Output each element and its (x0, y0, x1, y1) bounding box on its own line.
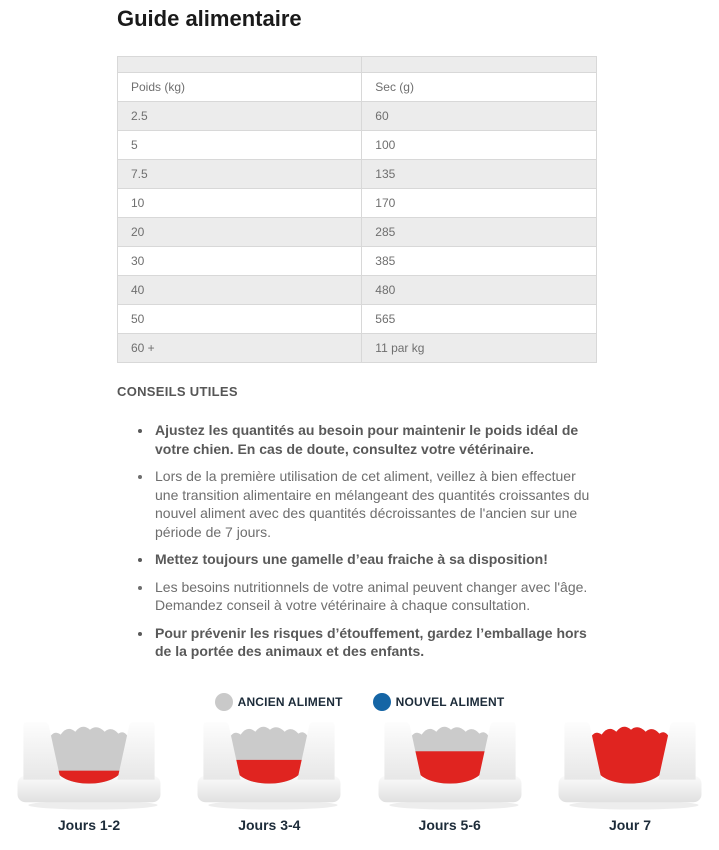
table-cell: 40 (118, 276, 362, 305)
transition-bowl (188, 717, 350, 833)
page-root (0, 6, 719, 850)
tip-item: • Lors de la première utilisation de cet aliment, veillez à bien effectuer une transition alimentaire en mélangeant des quantités croissantes du nouvel aliment avec des quantités décroissantes de l'ancien sur une période de 7 jours. (153, 467, 597, 541)
table-cell: 50 (118, 305, 362, 334)
table-top-band-cell (362, 57, 597, 73)
table-cell: 5 (118, 131, 362, 160)
tip-item: • Mettez toujours une gamelle d’eau fraiche à sa disposition! (153, 550, 597, 568)
tips-list (117, 421, 597, 660)
bowl-label: Jours 5-6 (418, 816, 481, 833)
table-row (118, 131, 597, 160)
table-row (118, 160, 597, 189)
table-cell: 135 (362, 160, 597, 189)
page-title: Guide alimentaire (117, 6, 302, 31)
table-cell: 2.5 (118, 102, 362, 131)
table-row (118, 247, 597, 276)
feeding-table (117, 56, 597, 363)
table-cell: 30 (118, 247, 362, 276)
bowl-label: Jour 7 (608, 816, 651, 833)
bowl-illustration (13, 717, 165, 811)
tips-heading: CONSEILS UTILES (117, 384, 238, 400)
table-header-row (118, 73, 597, 102)
transition-bowls (0, 717, 719, 833)
main-content (117, 6, 597, 661)
table-cell: 565 (362, 305, 597, 334)
legend-label: NOUVEL ALIMENT (395, 694, 505, 709)
bowl-illustration (554, 717, 706, 811)
legend-item (215, 693, 343, 711)
table-cell: 285 (362, 218, 597, 247)
transition-legend (0, 693, 719, 711)
bowl-label: Jours 3-4 (238, 816, 301, 833)
table-row (118, 102, 597, 131)
tip-item: • Ajustez les quantités au besoin pour maintenir le poids idéal de votre chien. En cas de doute, consultez votre vétérinaire. (153, 421, 597, 458)
new-food-dot-icon (373, 693, 391, 711)
tip-item: • Pour prévenir les risques d’étouffement, gardez l’emballage hors de la portée des animaux et des enfants. (153, 624, 597, 661)
table-cell: 11 par kg (362, 334, 597, 363)
table-row (118, 334, 597, 363)
legend-label: ANCIEN ALIMENT (237, 694, 343, 709)
table-row (118, 189, 597, 218)
table-row (118, 305, 597, 334)
table-cell: 480 (362, 276, 597, 305)
table-top-band (118, 57, 597, 73)
bowl-illustration (374, 717, 526, 811)
col-header-poids: Poids (kg) (118, 73, 362, 102)
feeding-table-body (118, 102, 597, 363)
table-cell: 100 (362, 131, 597, 160)
tip-item: • Les besoins nutritionnels de votre animal peuvent changer avec l'âge. Demandez conseil à votre vétérinaire à chaque consultation. (153, 578, 597, 615)
old-food-dot-icon (215, 693, 233, 711)
transition-bowl (8, 717, 170, 833)
table-cell: 20 (118, 218, 362, 247)
table-cell: 385 (362, 247, 597, 276)
legend-item (373, 693, 505, 711)
table-cell: 60 (362, 102, 597, 131)
table-cell: 170 (362, 189, 597, 218)
col-header-sec: Sec (g) (362, 73, 597, 102)
table-row (118, 218, 597, 247)
table-cell: 7.5 (118, 160, 362, 189)
table-cell: 10 (118, 189, 362, 218)
transition-bowl (549, 717, 711, 833)
bowl-illustration (193, 717, 345, 811)
table-cell: 60 + (118, 334, 362, 363)
table-top-band-cell (118, 57, 362, 73)
bowl-label: Jours 1-2 (57, 816, 121, 833)
transition-bowl (369, 717, 531, 833)
table-row (118, 276, 597, 305)
